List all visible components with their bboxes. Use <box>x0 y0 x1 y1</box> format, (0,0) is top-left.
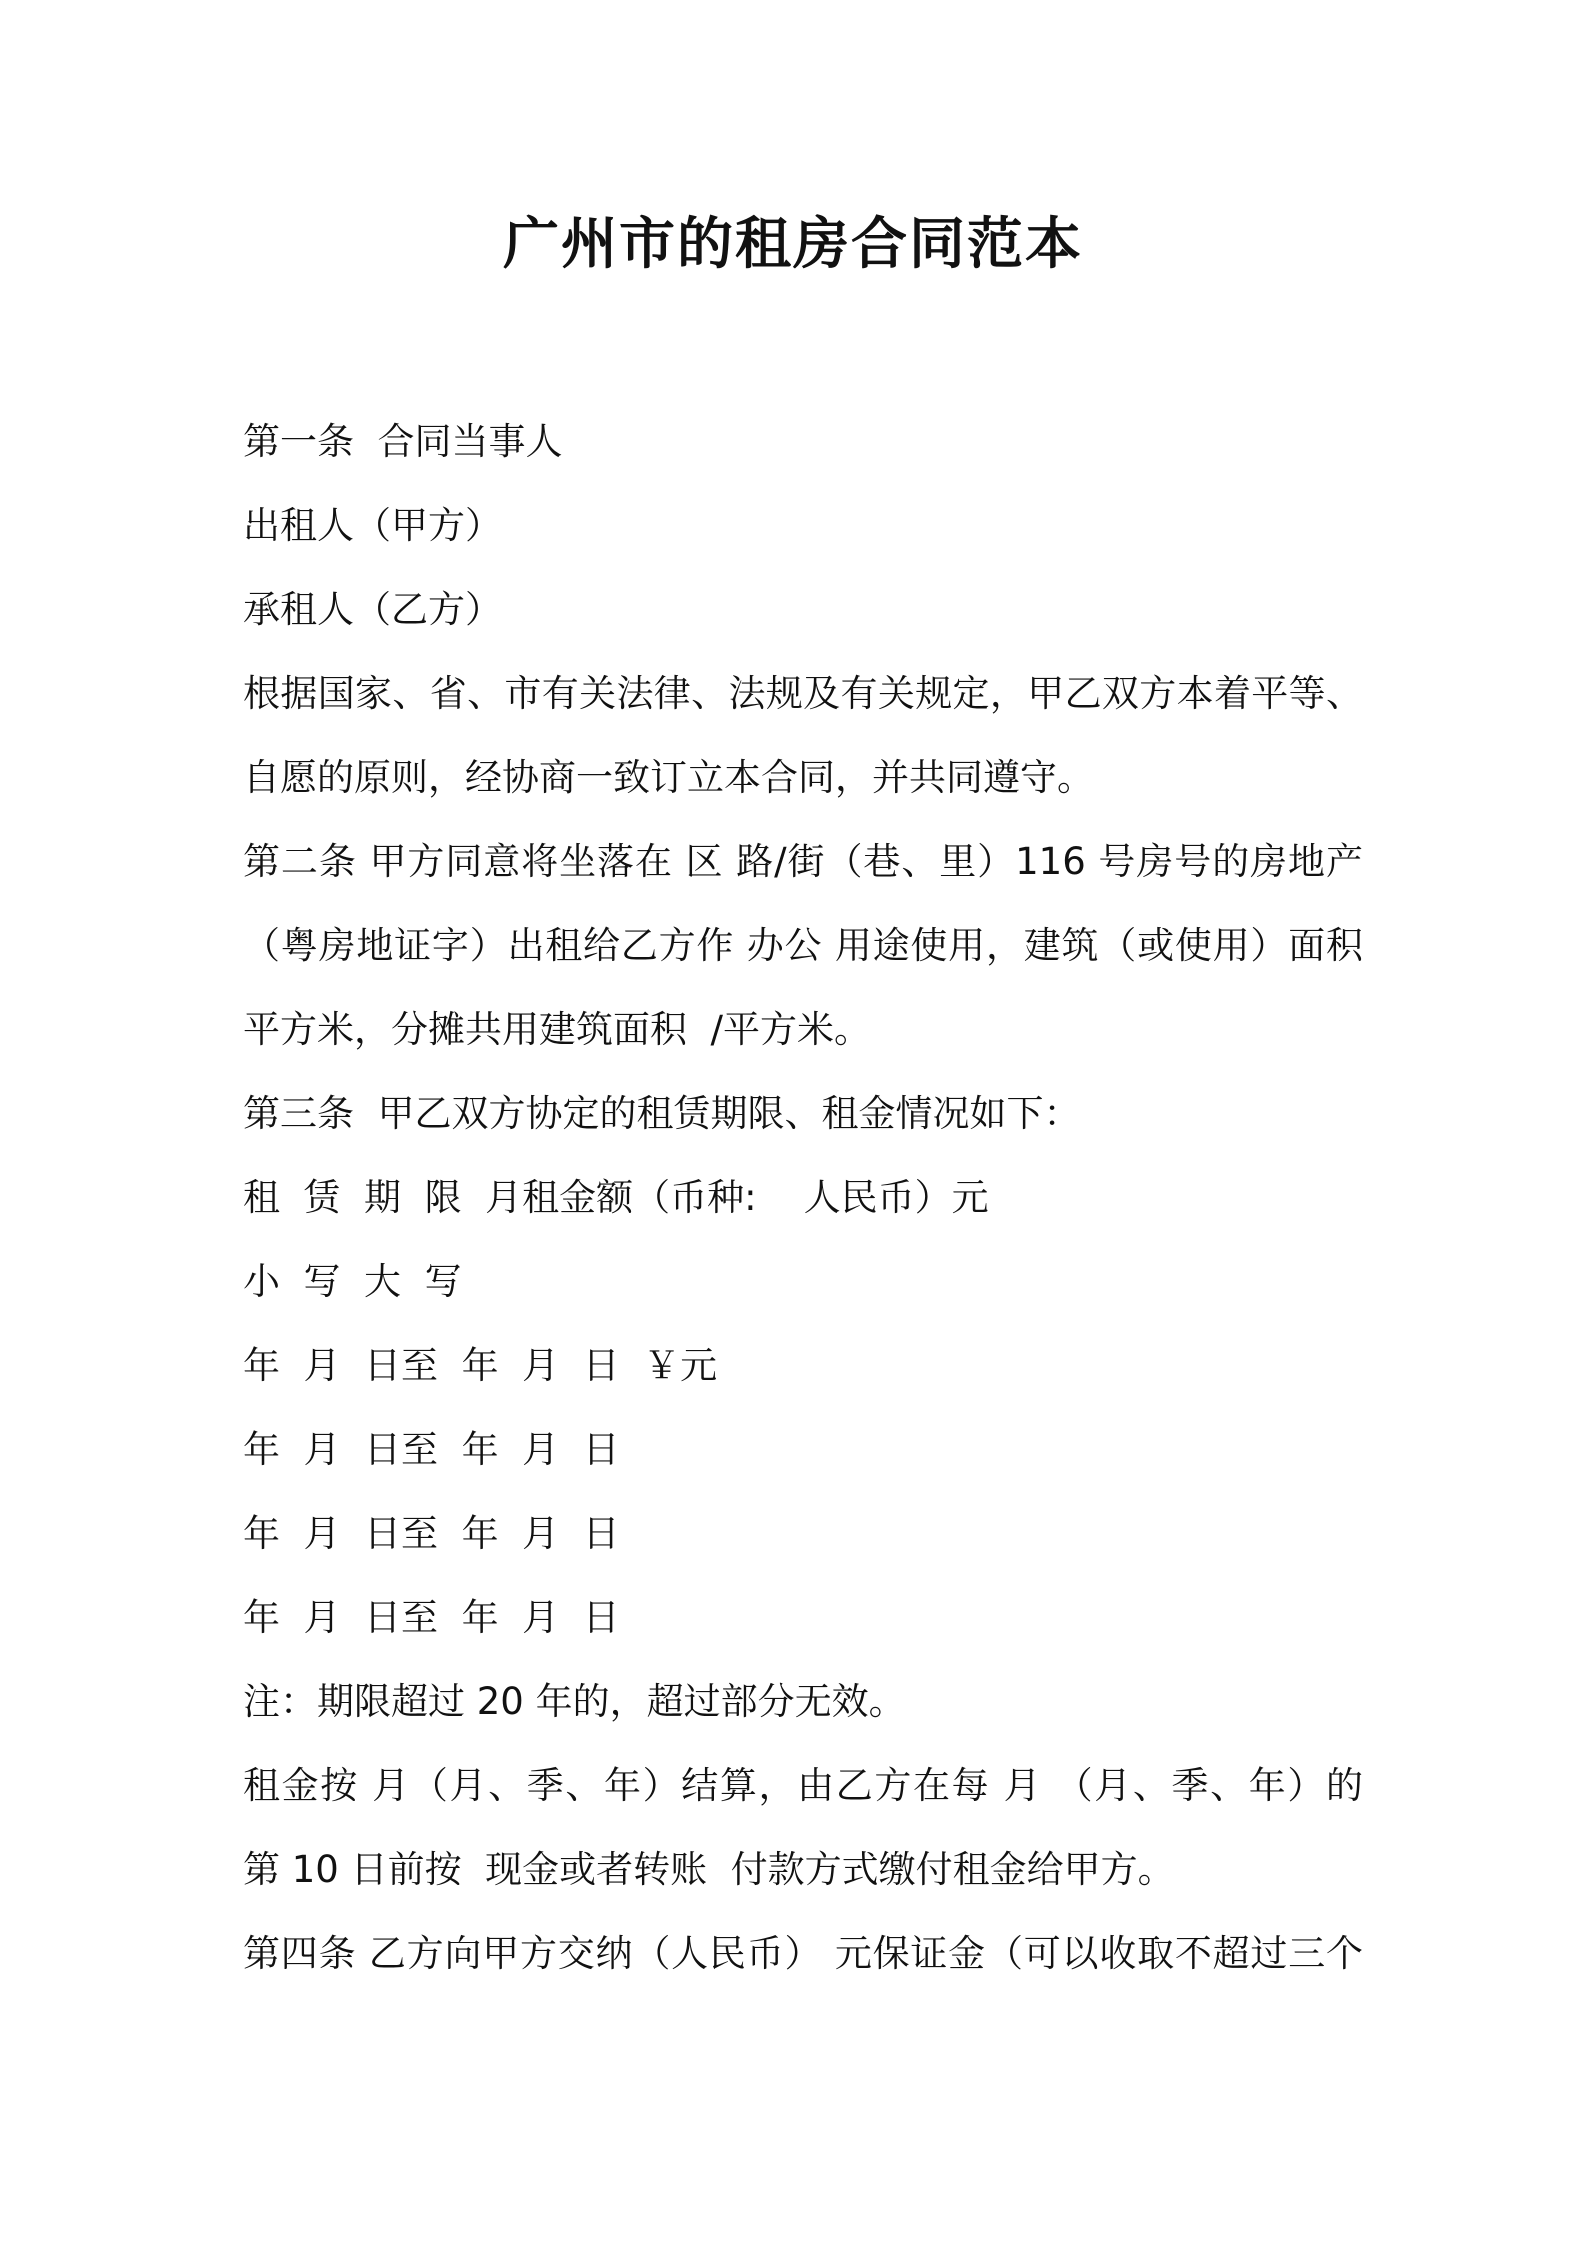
settlement-line-1: 租金按 月（月、季、年）结算，由乙方在每 月 （月、季、年）的 <box>243 1764 1363 1807</box>
article-4-line-1: 第四条 乙方向甲方交纳（人民币） 元保证金（可以收取不超过三个 <box>243 1932 1363 1975</box>
article-1-heading: 第一条 合同当事人 <box>243 420 563 463</box>
rent-period-row-2: 年 月 日至 年 月 日 <box>243 1428 620 1471</box>
preamble-line-2: 自愿的原则，经协商一致订立本合同，并共同遵守。 <box>243 756 1094 799</box>
rent-period-row-3: 年 月 日至 年 月 日 <box>243 1512 620 1555</box>
lessee-line: 承租人（乙方） <box>243 588 502 631</box>
lessor-line: 出租人（甲方） <box>243 504 502 547</box>
article-2-line-2: （粤房地证字）出租给乙方作 办公 用途使用，建筑（或使用）面积 <box>243 924 1363 967</box>
rent-table-header: 租 赁 期 限 月租金额（币种: 人民币）元 <box>243 1176 989 1219</box>
document-body <box>243 400 1363 1996</box>
rent-table-subheader: 小 写 大 写 <box>243 1260 462 1303</box>
term-note: 注：期限超过 20 年的，超过部分无效。 <box>243 1680 906 1723</box>
article-2-line-1: 第二条 甲方同意将坐落在 区 路/街（巷、里）116 号房号的房地产 <box>243 840 1363 883</box>
settlement-line-2: 第 10 日前按 现金或者转账 付款方式缴付租金给甲方。 <box>243 1848 1175 1891</box>
article-3-heading: 第三条 甲乙双方协定的租赁期限、租金情况如下： <box>243 1092 1081 1135</box>
rent-period-row-4: 年 月 日至 年 月 日 <box>243 1596 620 1639</box>
article-2-line-3: 平方米，分摊共用建筑面积 /平方米。 <box>243 1008 871 1051</box>
preamble-line-1: 根据国家、省、市有关法律、法规及有关规定，甲乙双方本着平等、 <box>243 672 1363 715</box>
rent-period-row-1: 年 月 日至 年 月 日 ￥元 <box>243 1344 718 1387</box>
document-title: 广州市的租房合同范本 <box>503 212 1083 277</box>
